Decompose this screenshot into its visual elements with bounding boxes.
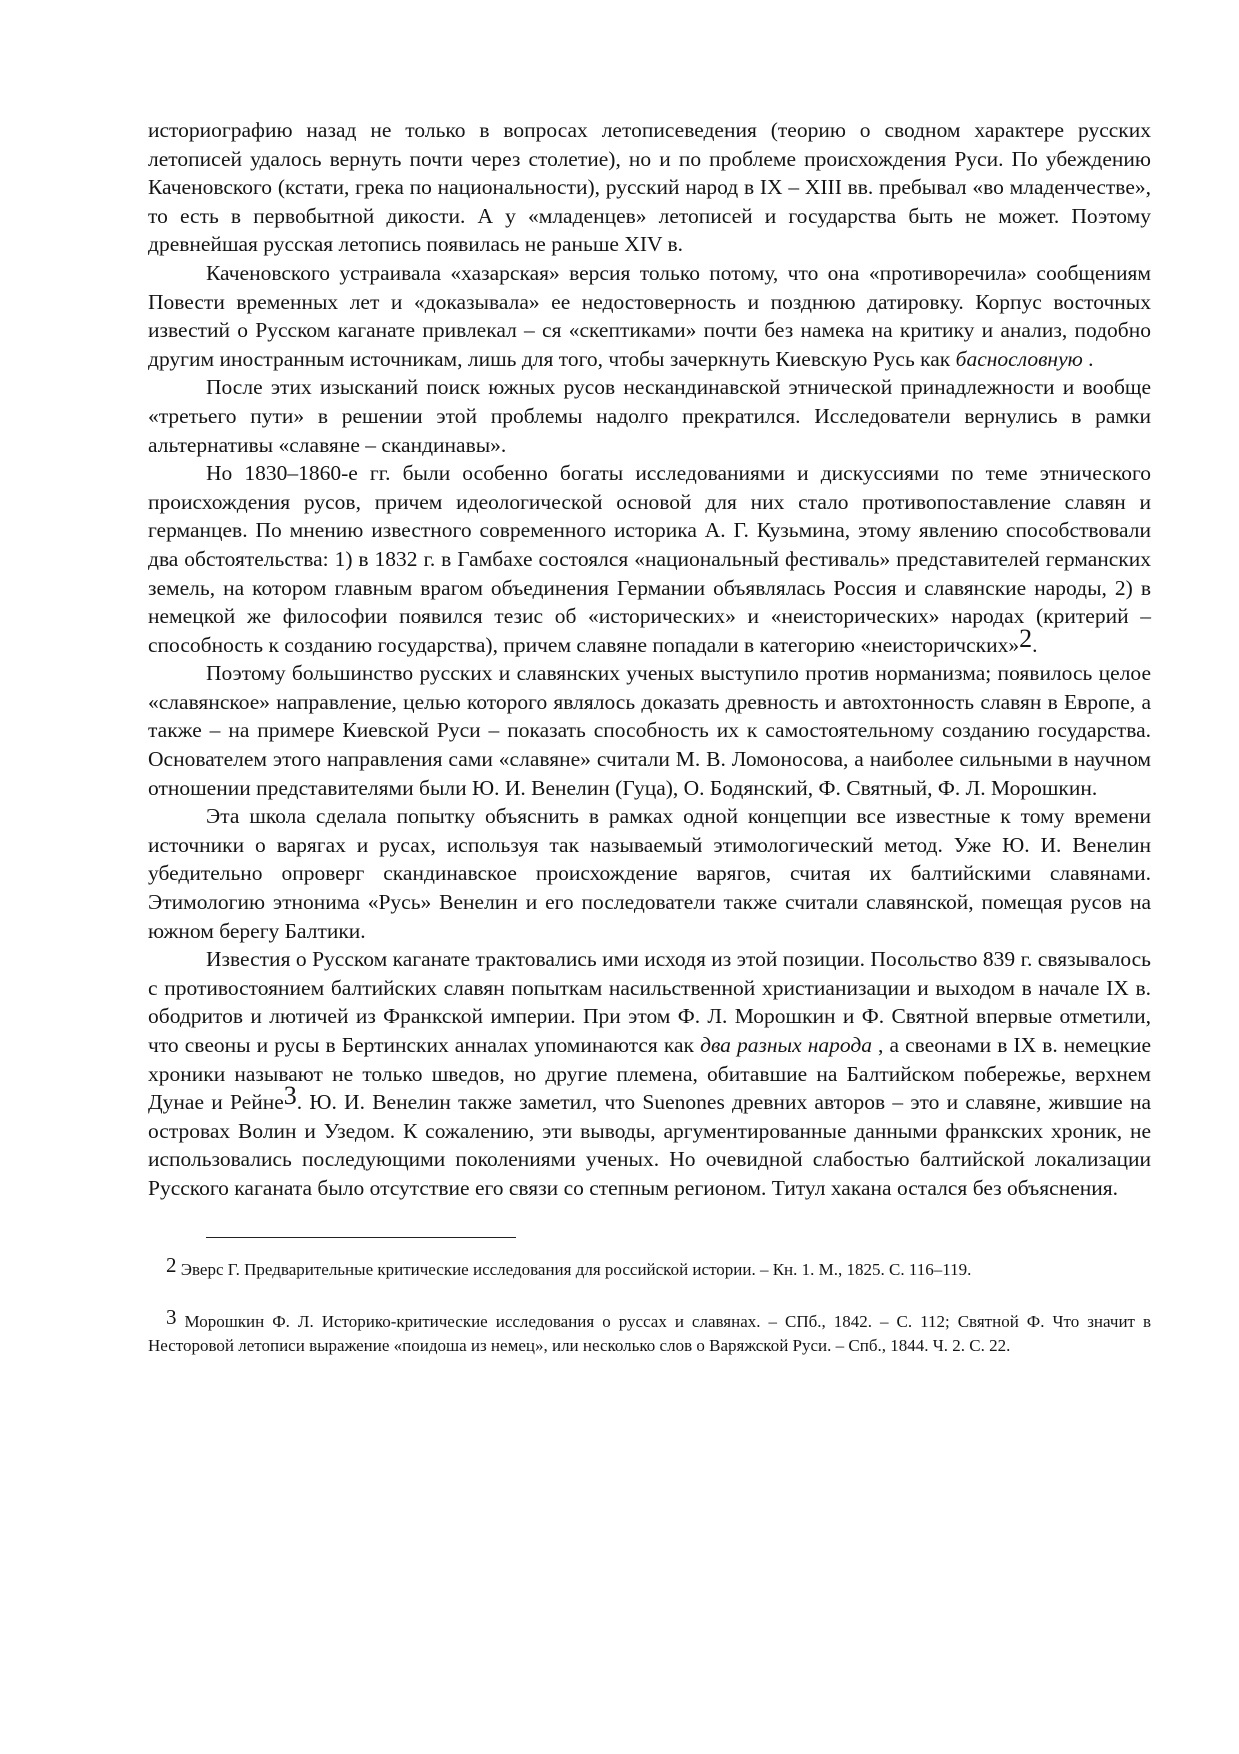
paragraph-5: Поэтому большинство русских и славянских ученых выступило против норманизма; появилось целое «славянское» направление, целью которого являлось доказать древность и автохтонность славян в Европе, а также – на примере Киевской Руси – показать способность их к самостоятельному созданию государства. Основателем этого направления сами «славяне» считали М. В. Ломоносова, а наиболее сильными в научном отношении представителями были Ю. И. Венелин (Гуца), О. Бодянский, Ф. Святный, Ф. Л. Морошкин. <box>148 661 1151 800</box>
document-page <box>148 116 1151 1358</box>
paragraph-1: историографию назад не только в вопросах летописеведения (теорию о сводном характере русских летописей удалось вернуть почти через столетие), но и по проблеме происхождения Руси. По убеждению Каченовского (кстати, грека по национальности), русский народ в IX – XIII вв. пребывал «во младенчестве», то есть в первобытной дикости. А у «младенцев» летописей и государства быть не может. Поэтому древнейшая русская летопись появилась не раньше XIV в. <box>148 118 1151 257</box>
paragraph-2-text: Каченовского устраивала «хазарская» версия только потому, что она «противоречила» сообщениям Повести временных лет и «доказывала» ее недостоверность и позднюю датировку. Корпус восточных известий о Русском каганате привлекал – ся «скептиками» почти без намека на критику и анализ, подобно другим иностранным источникам, лишь для того, чтобы зачеркнуть Киевскую Русь как <box>148 260 1151 371</box>
footnote-ref-3[interactable]: 3 <box>283 1081 297 1111</box>
footnote-3-mark: 3 <box>166 1304 177 1329</box>
paragraph-7-text: Известия о Русском каганате трактовались ими исходя из этой позиции. Посольство 839 г. связывалось с противостоянием балтийских славян попыткам насильственной христианизации и выходом в начале IX в. ободритов и лютичей из Франкской империи. При этом Ф. Л. Морошкин и Ф. Святной впервые отметили, что свеоны и русы в Бертинских анналах упоминаются как <box>148 947 1151 1057</box>
footnote-2 <box>148 1252 1151 1282</box>
footnote-2-mark: 2 <box>166 1252 177 1277</box>
paragraph-4-text: Но 1830–1860-е гг. были особенно богаты исследованиями и дискуссиями по теме этнического происхождения русов, причем идеологической основой для них стало противопоставление славян и германцев. По мнению известного современного историка А. Г. Кузьмина, этому явлению способствовали два обстоятельства: 1) в 1832 г. в Гамбахе состоялся «национальный фестиваль» представителей германских земель, на котором главным врагом объединения Германии объявлялась Россия и славянские народы, 2) в немецкой же философии появился тезис об «исторических» и «неисторических» народах (критерий – способность к созданию государства), причем славяне попадали в категорию «неисторичских» <box>148 461 1151 657</box>
footnote-2-text: Эверс Г. Предварительные критические исследования для российской истории. – Кн. 1. М., 1825. С. 116–119. <box>176 1259 972 1279</box>
paragraph-4 <box>148 459 1151 659</box>
paragraph-3: После этих изысканий поиск южных русов нескандинавской этнической принадлежности и вообще «третьего пути» в решении этой проблемы надолго прекратился. Исследователи вернулись в рамки альтернативы «славяне – скандинавы». <box>148 375 1151 457</box>
footnote-ref-2[interactable]: 2 <box>1019 623 1033 653</box>
footnote-3 <box>148 1304 1151 1358</box>
footnote-3-text: Морошкин Ф. Л. Историко-критические исследования о руссах и славянах. – СПб., 1842. – С. 112; Святной Ф. Что значит в Несторовой летописи выражение «поидоша из немец», или несколько слов о Варяжской Руси. – Спб., 1844. Ч. 2. С. 22. <box>148 1311 1151 1355</box>
paragraph-7-text-2: , а свеонами в IX в. немецкие хроники называют не только шведов, но другие племена, обитавшие на Балтийском побережье, верхнем Дунае и Рейне <box>148 1033 1151 1115</box>
paragraph-2-end: . <box>1082 346 1094 371</box>
footnote-separator <box>206 1237 516 1238</box>
paragraph-4-end: . <box>1032 632 1038 657</box>
paragraph-7-emphasis: два разных народа <box>700 1033 872 1057</box>
paragraph-7-end: . Ю. И. Венелин также заметил, что Suenones древних авторов – это и славяне, жившие на островах Волин и Узедом. К сожалению, эти выводы, аргументированные данными франкских хроник, не использовались последующими поколениями ученых. Но очевидной слабостью балтийской локализации Русского каганата было отсутствие его связи со степным регионом. Титул хакана остался без объяснения. <box>148 1090 1151 1200</box>
paragraph-2 <box>148 259 1151 373</box>
paragraph-6: Эта школа сделала попытку объяснить в рамках одной концепции все известные к тому времени источники о варягах и русах, используя так называемый этимологический метод. Уже Ю. И. Венелин убедительно опроверг скандинавское происхождение варягов, считая их балтийскими славянами. Этимологию этнонима «Русь» Венелин и его последователи также считали славянской, помещая русов на южном берегу Балтики. <box>148 804 1151 943</box>
paragraph-2-emphasis: баснословную <box>955 346 1083 371</box>
paragraph-7 <box>148 945 1151 1202</box>
